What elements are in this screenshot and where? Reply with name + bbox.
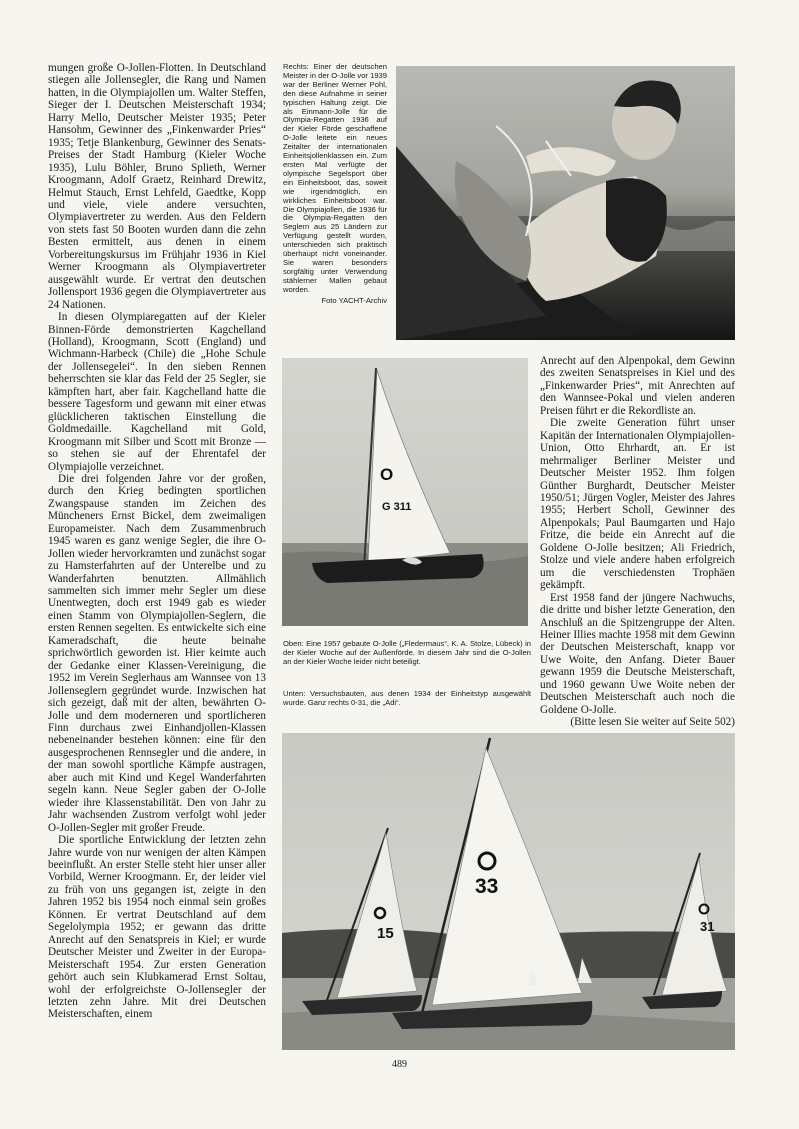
page-number: 489 xyxy=(392,1059,407,1070)
paragraph: Die sportliche Entwicklung der letzten zehn Jahre wurde von nur wenigen der alten Kämpen beeinflußt. An erster Stelle steht hier unser aller Vorbild, Werner Kroogmann. Er, der leider viel zu früh von uns gegangen ist, zeigte in den Jahren 1952 bis 1954 noch einmal sein großes Können. Er vertrat Deutschland auf dem Segelolympia 1952; er gewann das dritte Anrecht auf den Senatspreis in Kiel; er wurde Deutscher Meister und Zweiter in der Europa-Meisterschaft 1954. Zur ersten Generation gehört auch sein Klubkamerad Ernst Soltau, wohl der erfolgreichste O-Jollensegler der letzten zehn Jahre. Mit drei Deutschen Meisterschaften, einem xyxy=(48,834,266,1021)
photo-credit: Foto YACHT-Archiv xyxy=(321,295,387,305)
sail-number: O xyxy=(380,465,394,484)
right-text-column xyxy=(540,355,735,729)
paragraph: Erst 1958 fand der jüngere Nachwuchs, die dritte und bisher letzte Generation, den Anschluß an die Spitzengruppe der Alten. Heiner Illies machte 1958 mit dem Gewinn der Deutschen Meisterschaft, knapp vor Uwe Woite, den Anfang. Dieter Bauer gewann 1959 die Deutsche Meisterschaft, und 1960 gewann Uwe Woite neben der Deutschen Meisterschaft auch noch die Goldene O-Jolle. xyxy=(540,591,735,716)
top-photo-caption xyxy=(283,63,387,343)
sail-number: 33 xyxy=(475,875,499,898)
left-text-column xyxy=(48,62,266,1052)
regatta-photo xyxy=(282,733,735,1050)
paragraph: In diesen Olympiaregatten auf der Kieler Binnen-Förde demonstrierten Kagchelland (Holland), Kroogmann, Scott (England) und Wichmann-Harbeck (Chile) die „Hohe Schule der Jollensegelei“. In den sieben Rennen beherrschten sie klar das Feld der 25 Segler, sie kämpften hart, aber fair. Kagchelland hatte die bessere Tagesform und gewann mit einer etwas glücklicheren taktischen Einstellung die Goldmedaille. Kagchelland mit Gold, Kroogmann mit Silber und Scott mit Bronze — so stehen sie auf der Ehrentafel der Olympiajolle verzeichnet. xyxy=(48,311,266,473)
sail-number: G 311 xyxy=(382,501,412,513)
sailboat-photo xyxy=(282,358,528,626)
bottom-photo-caption: Unten: Versuchsbauten, aus denen 1934 der Einheitstyp ausgewählt wurde. Ganz rechts 0-31, die „Adi“. xyxy=(283,689,531,707)
paragraph: mungen große O-Jollen-Flotten. In Deutschland stiegen alle Jollensegler, die Rang und Namen hatten, in die Olympiajollen um. Walter Steffen, Sieger der I. Deutschen Meisterschaft 1934; Harry Mello, Deutscher Meister 1935; Peter Hansohm, Gewinner des „Finkenwarder Pries“ 1935; Tetje Blankenburg, Gewinner des Senats-Preises der Stadt Hamburg (Kieler Woche 1935), Lulu Böhler, Bruno Splieth, Werner Kroogmann, Adolf Graetz, Reinhard Drewitz, Helmut Stauch, Ernst Lehfeld, Gaedtke, Kopp und viele, viele andere versuchten, Olympiavertreter zu werden. Aus den Feldern von stets fast 50 Booten wurden dann die zehn Besten ermittelt, aus denen in einem Vorbereitungskursus im Frühjahr 1936 in Kiel Werner Kroogmann als Olympiavertreter ausgewählt wurde. Er vertrat den deutschen Jollensport 1936 gegen die Olympiavertreter aus 24 Nationen. xyxy=(48,62,266,311)
caption-text: Rechts: Einer der deutschen Meister in der O-Jolle vor 1939 war der Berliner Werner Pohl, den diese Aufnahme in seiner typischen Haltung zeigt. Die als Einmann-Jolle für die Olympia-Regatten 1936 auf der Kieler Förde geschaffene O-Jolle leitete ein neues Zeitalter der internationalen Einheitsjollenklassen ein. Zum ersten Mal verfügte der olympische Segelsport über ein Einheitsboot, das, soweit wie irgendmöglich, ein wirkliches Einheitsboot war. Die Olympiajollen, die 1936 für die Olympia-Regatten den Seglern aus 25 Ländern zur Verfügung gestellt wurden, unterschieden sich praktisch überhaupt nicht voneinander. Sie waren besonders sorgfältig unter Verwendung stählerner Mallen gebaut worden. xyxy=(283,62,387,294)
sail-number: 15 xyxy=(377,925,394,942)
middle-photo-caption: Oben: Eine 1957 gebaute O-Jolle („Fledermaus“, K. A. Stolze, Lübeck) in der Kieler Woche auf der Außenförde. In diesem Jahr sind die O-Jollen an der Kieler Woche leider nicht beteiligt. xyxy=(283,639,531,666)
paragraph: Die drei folgenden Jahre vor der großen, durch den Krieg bedingten sportlichen Zwangspause standen im Zeichen des Müncheners Ernst Bickel, dem zweimaligen Europameister. Nach dem Zusammenbruch 1945 waren es ganz wenige Segler, die ihre O-Jollen wieder hervorkramten und zunächst sogar zu Hamsterfahrten auf der Unterelbe und zu Wanderfahrten benutzten. Allmählich sammelten sich immer mehr Segler um diese Unentwegten, doch erst 1949 gab es wieder einen Stamm von Olympiajollen-Seglern, die ersten Rennen segelten. Es entwickelte sich eine Kameradschaft, die heute beinahe sprichwörtlich geworden ist. Hier keimte auch der Gedanke einer Klassen-Vereinigung, die 1952 im Verein Seglerhaus am Wannsee von 13 Jollenseglern gegründet wurde. Inzwischen hat sich gezeigt, daß mit der alten, bewährten O-Jolle und dem moderneren und sportlicheren Finn durchaus zwei Einhandjollen-Klassen nebeneinander bestehen können: eine für den ausgesprochenen Rennsegler und die andere, in der man sowohl sportliche Kämpfe austragen, aber auch mit Kind und Kegel Wanderfahrten segeln kann. Neue Segler gaben der O-Jolle wieder ihre Klassenstabilität. Den von Jahr zu Jahr wachsenden Zustrom verfolgt wohl jeder O-Jollen-Segler mit großer Freude. xyxy=(48,472,266,834)
continued-note: (Bitte lesen Sie weiter auf Seite 502) xyxy=(570,716,735,729)
paragraph: Die zweite Generation führt unser Kapitän der Internationalen Olympiajollen-Union, Otto Ehrhardt, an. Er ist mehrmaliger Berliner Meister und Deutscher Meister 1952. Ihm folgen Günther Burghardt, Deutscher Meister 1950/51; Jürgen Vogler, Meister des Jahres 1955; Herbert Scholl, Gewinner des Alpenpokals; Paul Baumgarten und Hajo Fritze, die beide ein Anrecht auf die Goldene O-Jolle besitzen; Ali Friedrich, Stolze und viele andere haben erfolgreich um die verschiedensten Trophäen gekämpft. xyxy=(540,417,735,592)
sail-number: 31 xyxy=(700,919,715,934)
sailor-photo xyxy=(396,66,735,340)
paragraph: Anrecht auf den Alpenpokal, dem Gewinn des zweiten Senatspreises in Kiel und des „Finkenwarder Pries“, mit Anrechten auf den Wannsee-Pokal und vielen anderen Preisen führt er die Rekordliste an. xyxy=(540,355,735,417)
